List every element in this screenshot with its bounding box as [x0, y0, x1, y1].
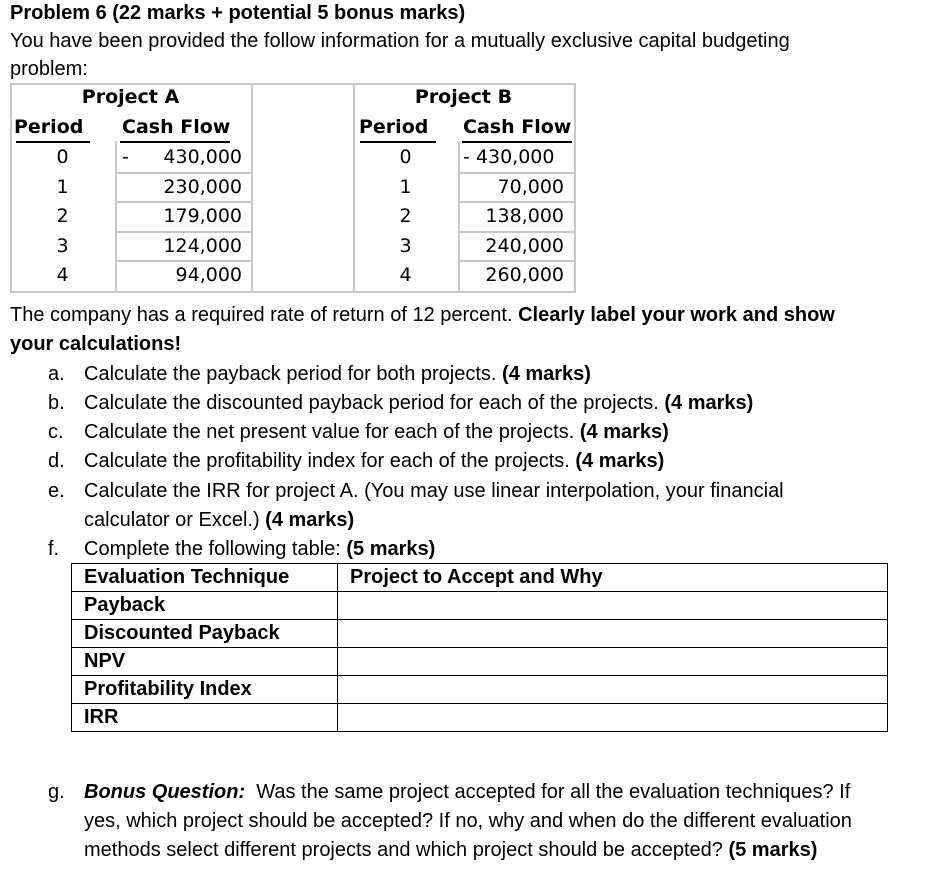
- question-letter: a.: [48, 363, 65, 385]
- question-f: [84, 536, 435, 562]
- table-row: [72, 676, 888, 704]
- question-letter: c.: [48, 421, 64, 443]
- question-text: Calculate the discounted payback period for each of the projects.: [84, 392, 665, 414]
- project-a-period: 4: [56, 264, 69, 286]
- bonus-text: Was the same project accepted for all the evaluation techniques? If: [245, 781, 851, 803]
- bonus-line-2: yes, which project should be accepted? If no, why and when do the different evaluation: [84, 810, 852, 832]
- table-row: [72, 648, 888, 676]
- question-text: calculator or Excel.): [84, 509, 266, 531]
- project-b-cash: - 430,000: [463, 146, 555, 168]
- project-a-cash: 230,000: [163, 176, 242, 198]
- project-b-title: Project B: [414, 86, 513, 108]
- question-c: [84, 419, 669, 445]
- question-b: [84, 390, 753, 416]
- question-marks: (4 marks): [664, 392, 754, 414]
- project-a-title: Project A: [81, 86, 180, 108]
- project-b-cash-header: Cash Flow: [463, 116, 572, 138]
- project-b-cash: 138,000: [485, 205, 564, 227]
- project-b-period: 4: [399, 264, 412, 286]
- project-a-cash: 124,000: [163, 235, 242, 257]
- question-e: Calculate the IRR for project A. (You may use linear interpolation, your financial: [84, 480, 784, 502]
- answer-cell[interactable]: [338, 676, 888, 704]
- evaluation-table: [71, 563, 888, 732]
- statement-plain: The company has a required rate of return of 12 percent.: [10, 304, 519, 326]
- question-marks: (5 marks): [346, 538, 436, 560]
- statement-line-2: your calculations!: [10, 333, 182, 355]
- intro-line-2: problem:: [10, 58, 88, 80]
- technique-label: Discounted Payback: [72, 620, 338, 648]
- question-marks: (4 marks): [265, 509, 355, 531]
- bonus-line-1: [84, 779, 850, 805]
- bonus-label: Bonus Question:: [84, 781, 246, 803]
- project-b-period: 3: [399, 235, 412, 257]
- question-text: Calculate the net present value for each of the projects.: [84, 421, 580, 443]
- projects-table: [10, 83, 576, 293]
- header-evaluation-technique: Evaluation Technique: [72, 564, 338, 592]
- project-b-period: 0: [399, 146, 412, 168]
- project-a-cash: 430,000: [163, 146, 242, 168]
- question-marks: (4 marks): [502, 363, 591, 385]
- table-row: [72, 620, 888, 648]
- header-project-to-accept: Project to Accept and Why: [338, 564, 888, 592]
- problem-title: Problem 6 (22 marks + potential 5 bonus marks): [10, 2, 466, 24]
- bonus-marks: (5 marks): [728, 839, 818, 861]
- project-b-period: 2: [399, 205, 412, 227]
- project-b-period-header: Period: [359, 116, 429, 138]
- statement-bold: Clearly label your work and show: [518, 304, 835, 326]
- project-a-period-header: Period: [14, 116, 84, 138]
- question-letter: f.: [48, 538, 60, 560]
- question-a: [84, 361, 591, 387]
- project-b-cash: 260,000: [485, 264, 564, 286]
- bonus-letter: g.: [48, 781, 65, 803]
- question-letter: d.: [48, 450, 65, 472]
- statement-line-1: [10, 302, 835, 328]
- question-e-cont: [84, 507, 354, 533]
- question-text: Calculate the payback period for both projects.: [84, 363, 503, 385]
- bonus-line-3: [84, 837, 817, 863]
- project-a-period: 3: [56, 235, 69, 257]
- project-b-cash: 70,000: [497, 176, 564, 198]
- project-a-cash-header: Cash Flow: [122, 116, 231, 138]
- intro-line-1: You have been provided the follow information for a mutually exclusive capital budgeting: [10, 30, 790, 52]
- technique-label: Profitability Index: [72, 676, 338, 704]
- technique-label: IRR: [72, 704, 338, 732]
- answer-cell[interactable]: [338, 648, 888, 676]
- question-marks: (4 marks): [579, 421, 669, 443]
- answer-cell[interactable]: [338, 592, 888, 620]
- project-a-cash: 94,000: [175, 264, 242, 286]
- answer-cell[interactable]: [338, 704, 888, 732]
- question-d: [84, 448, 664, 474]
- technique-label: NPV: [72, 648, 338, 676]
- table-row: [72, 592, 888, 620]
- table-row: [72, 564, 888, 592]
- question-text: Calculate the profitability index for each of the projects.: [84, 450, 576, 472]
- table-row: [72, 704, 888, 732]
- question-text: Complete the following table:: [84, 538, 347, 560]
- project-b-period: 1: [399, 176, 412, 198]
- question-letter: b.: [48, 392, 65, 414]
- technique-label: Payback: [72, 592, 338, 620]
- question-letter: e.: [48, 480, 65, 502]
- project-a-period: 1: [56, 176, 69, 198]
- project-a-cash-prefix: -: [122, 146, 129, 168]
- answer-cell[interactable]: [338, 620, 888, 648]
- project-a-cash: 179,000: [163, 205, 242, 227]
- question-marks: (4 marks): [575, 450, 665, 472]
- bonus-text: methods select different projects and which project should be accepted?: [84, 839, 729, 861]
- project-a-period: 0: [56, 146, 69, 168]
- project-a-period: 2: [56, 205, 69, 227]
- project-b-cash: 240,000: [485, 235, 564, 257]
